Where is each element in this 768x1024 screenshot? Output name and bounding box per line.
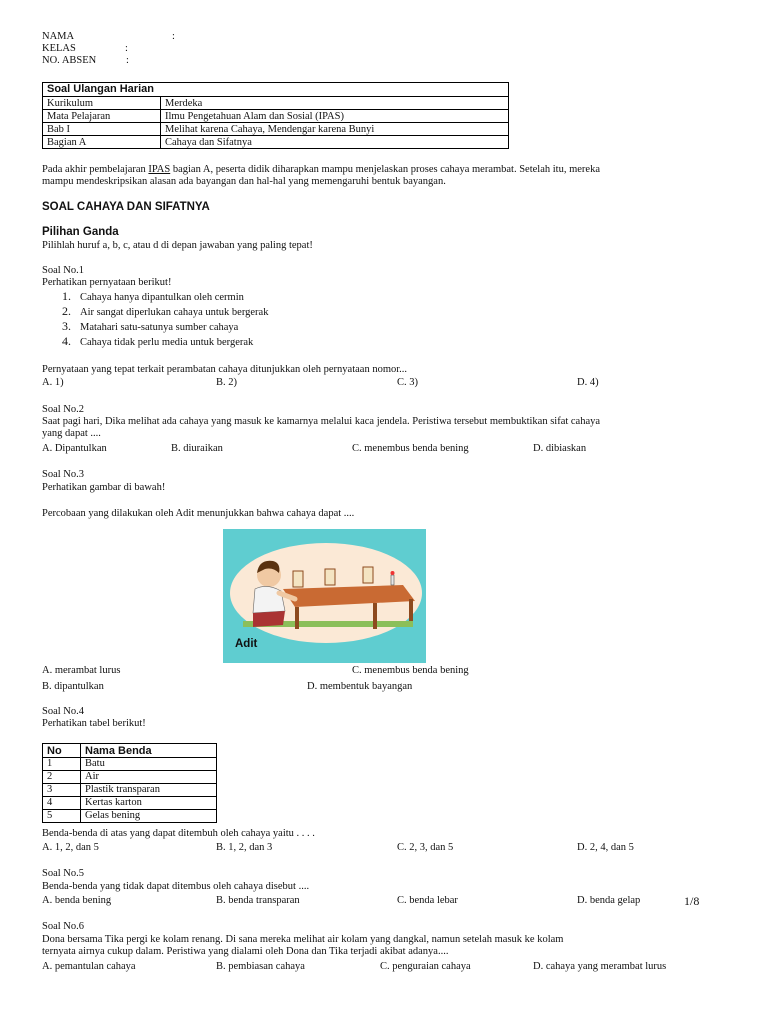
q5-option-c[interactable]: C. benda lebar [397, 895, 458, 906]
q5-option-d[interactable]: D. benda gelap [577, 895, 641, 906]
table-header-name: Nama Benda [81, 744, 217, 758]
q1-label: Soal No.1 [42, 265, 84, 276]
q4-option-b[interactable]: B. 1, 2, dan 3 [216, 842, 273, 853]
intro-text-line2: mampu mendeskripsikan alasan ada bayangan dan hal-hal yang memengaruhi bentuk bayangan. [42, 176, 446, 187]
table-row [43, 771, 217, 784]
identity-block [42, 31, 175, 67]
q2-label: Soal No.2 [42, 404, 84, 415]
pg-title: Pilihan Ganda [42, 226, 119, 238]
q4-text: Perhatikan tabel berikut! [42, 718, 146, 729]
q4-label: Soal No.4 [42, 706, 84, 717]
q6-line2: ternyata airnya cukup dalam. Peristiwa yang dialami oleh Dona dan Tika terjadi akibat adanya.... [42, 946, 449, 957]
q5-option-b[interactable]: B. benda transparan [216, 895, 300, 906]
list-item [62, 320, 268, 335]
list-item [62, 305, 268, 320]
page-number: 1/8 [684, 894, 700, 908]
q2-line2: yang dapat .... [42, 428, 101, 439]
table-row [43, 797, 217, 810]
q2-option-a[interactable]: A. Dipantulkan [42, 443, 107, 454]
q6-option-c[interactable]: C. penguraian cahaya [380, 961, 471, 972]
nama-colon: : [172, 31, 175, 42]
q3-option-c[interactable]: C. menembus benda bening [352, 665, 469, 676]
info-key: Mata Pelajaran [43, 110, 161, 123]
q3-text: Perhatikan gambar di bawah! [42, 482, 166, 493]
intro-text: Pada akhir pembelajaran [42, 164, 149, 175]
flame [391, 571, 395, 575]
info-value: Cahaya dan Sifatnya [161, 136, 509, 149]
q2-option-d[interactable]: D. dibiaskan [533, 443, 587, 454]
table-row [43, 784, 217, 797]
illustration-caption: Adit [235, 638, 258, 650]
table-leg [409, 599, 413, 621]
q1-question: Pernyataan yang tepat terkait perambatan cahaya ditunjukkan oleh pernyataan nomor... [42, 364, 408, 375]
info-key: Bab I [43, 123, 161, 136]
q2-option-b[interactable]: B. diuraikan [171, 443, 223, 454]
list-number: 1. [62, 289, 71, 303]
section-title: SOAL CAHAYA DAN SIFATNYA [42, 201, 210, 213]
info-value: Merdeka [161, 97, 509, 110]
q4-question: Benda-benda di atas yang dapat ditembuh oleh cahaya yaitu . . . . [42, 828, 315, 839]
ipas-underlined: IPAS [148, 164, 171, 175]
list-text: Matahari satu-satunya sumber cahaya [80, 322, 239, 333]
info-value: Melihat karena Cahaya, Mendengar karena Bunyi [161, 123, 509, 136]
list-item [62, 335, 268, 350]
q3-illustration [223, 529, 426, 663]
list-number: 2. [62, 304, 71, 318]
q3-option-d[interactable]: D. membentuk bayangan [307, 681, 413, 692]
q4-option-d[interactable]: D. 2, 4, dan 5 [577, 842, 634, 853]
q2-option-c[interactable]: C. menembus benda bening [352, 443, 469, 454]
nama-label: NAMA [42, 31, 75, 42]
list-item [62, 290, 268, 305]
info-table-title: Soal Ulangan Harian [43, 83, 509, 97]
table-cell: 2 [43, 771, 81, 784]
q3-option-b[interactable]: B. dipantulkan [42, 681, 104, 692]
table-cell: 3 [43, 784, 81, 797]
q6-line1: Dona bersama Tika pergi ke kolam renang. Di sana mereka melihat air kolam yang dangkal, namun setelah masuk ke kolam [42, 934, 564, 945]
table-row [43, 758, 217, 771]
candle [391, 575, 394, 585]
table-leg [295, 607, 299, 629]
absen-label: NO. ABSEN [42, 55, 97, 66]
card-3 [363, 567, 373, 583]
info-table [42, 82, 509, 149]
list-number: 4. [62, 334, 71, 348]
q3-label: Soal No.3 [42, 469, 84, 480]
q5-label: Soal No.5 [42, 868, 84, 879]
q5-question: Benda-benda yang tidak dapat ditembus oleh cahaya disebut .... [42, 881, 310, 892]
table-cell: Kertas karton [81, 797, 217, 810]
q6-option-a[interactable]: A. pemantulan cahaya [42, 961, 136, 972]
q4-table [42, 743, 217, 823]
list-text: Air sangat diperlukan cahaya untuk bergerak [80, 307, 269, 318]
card-1 [293, 571, 303, 587]
kelas-colon: : [125, 43, 128, 54]
info-key: Bagian A [43, 136, 161, 149]
adit-shirt [253, 586, 285, 613]
q5-option-a[interactable]: A. benda bening [42, 895, 112, 906]
q3-question: Percobaan yang dilakukan oleh Adit menunjukkan bahwa cahaya dapat .... [42, 508, 355, 519]
absen-colon: : [126, 55, 129, 66]
intro-paragraph [42, 164, 732, 188]
q6-option-d[interactable]: D. cahaya yang merambat lurus [533, 961, 667, 972]
q1-option-a[interactable]: A. 1) [42, 377, 64, 388]
table-leg [373, 603, 377, 629]
table-header-no: No [43, 744, 81, 758]
table-row [43, 810, 217, 823]
table-cell: Gelas bening [81, 810, 217, 823]
table-cell: Air [81, 771, 217, 784]
q2-line1: Saat pagi hari, Dika melihat ada cahaya yang masuk ke kamarnya melalui kaca jendela. Peristiwa tersebut membuktikan sifat cahaya [42, 416, 601, 427]
q1-text: Perhatikan pernyataan berikut! [42, 277, 172, 288]
info-key: Kurikulum [43, 97, 161, 110]
q1-list [62, 290, 268, 350]
table-cell: Batu [81, 758, 217, 771]
q1-option-b[interactable]: B. 2) [216, 377, 237, 388]
q4-option-a[interactable]: A. 1, 2, dan 5 [42, 842, 99, 853]
q3-option-a[interactable]: A. merambat lurus [42, 665, 121, 676]
list-text: Cahaya tidak perlu media untuk bergerak [80, 337, 254, 348]
q6-label: Soal No.6 [42, 921, 84, 932]
adit-shorts [253, 611, 285, 627]
q1-option-d[interactable]: D. 4) [577, 377, 599, 388]
q1-option-c[interactable]: C. 3) [397, 377, 418, 388]
pg-instruction: Pilihlah huruf a, b, c, atau d di depan jawaban yang paling tepat! [42, 240, 313, 251]
info-value: Ilmu Pengetahuan Alam dan Sosial (IPAS) [161, 110, 509, 123]
list-text: Cahaya hanya dipantulkan oleh cermin [80, 292, 244, 303]
intro-text: bagian A, peserta didik diharapkan mampu menjelaskan proses cahaya merambat. Setelah itu, mereka [170, 164, 600, 175]
table-cell: 4 [43, 797, 81, 810]
table-cell: Plastik transparan [81, 784, 217, 797]
card-2 [325, 569, 335, 585]
table-cell: 1 [43, 758, 81, 771]
table-cell: 5 [43, 810, 81, 823]
list-number: 3. [62, 319, 71, 333]
q4-option-c[interactable]: C. 2, 3, dan 5 [397, 842, 454, 853]
q6-option-b[interactable]: B. pembiasan cahaya [216, 961, 305, 972]
kelas-label: KELAS [42, 43, 76, 54]
